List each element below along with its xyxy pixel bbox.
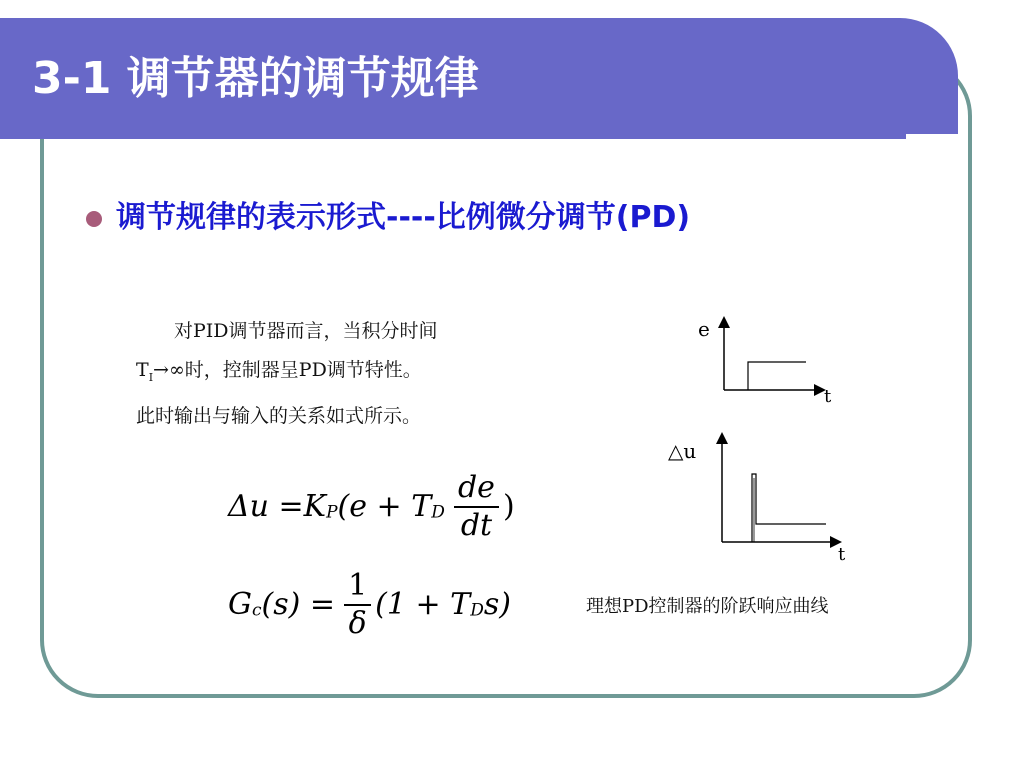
top-y-label: e (698, 317, 710, 341)
formula1-k: K (303, 489, 327, 525)
formula1-lhs: Δu = (228, 489, 304, 525)
title-underline (0, 134, 906, 139)
paragraph-line-2 (136, 351, 566, 397)
paragraph-line-2-text: →∞时，控制器呈PD调节特性。 (153, 359, 422, 381)
paragraph-line-1: 对PID调节器而言，当积分时间 (174, 320, 438, 342)
ti-symbol: T (136, 359, 149, 381)
formula1-mid: (e + T (337, 489, 432, 525)
pd-response-curve (752, 474, 826, 542)
formula1-t-sub: D (431, 502, 445, 523)
formula1-den: dt (460, 507, 493, 543)
bottom-y-label: △u (668, 439, 697, 463)
formula1-num: de (457, 470, 495, 505)
formula2-fraction (344, 568, 371, 642)
step-input-curve (748, 362, 806, 390)
bullet-dot (86, 211, 102, 227)
ti-subscript: I (148, 370, 154, 384)
formula2-arg: (s) = (261, 587, 335, 623)
step-response-graph (660, 310, 870, 570)
formula2-t-sub: D (470, 600, 484, 621)
paragraph-line-3: 此时输出与输入的关系如式所示。 (136, 404, 422, 427)
formula2-g: G (228, 587, 252, 623)
pd-output-formula (228, 470, 515, 550)
formula2-rest-open: (1 + T (375, 587, 471, 623)
formula2-rest-close: s) (483, 587, 511, 623)
formula1-fraction (454, 470, 499, 544)
slide-title: 3-1 调节器的调节规律 (32, 53, 479, 104)
graph-caption: 理想PD控制器的阶跃响应曲线 (586, 596, 829, 617)
section-heading: 调节规律的表示形式----比例微分调节(PD) (116, 200, 691, 235)
formula1-k-sub: P (326, 502, 338, 523)
bottom-x-label: t (838, 544, 846, 565)
top-x-label: t (824, 386, 832, 407)
formula2-g-sub: c (251, 600, 262, 621)
formula2-num: 1 (348, 568, 368, 603)
formula2-den: δ (348, 605, 367, 641)
transfer-function-formula (228, 568, 511, 648)
formula1-close: ) (502, 489, 515, 525)
description-paragraph (136, 312, 566, 436)
